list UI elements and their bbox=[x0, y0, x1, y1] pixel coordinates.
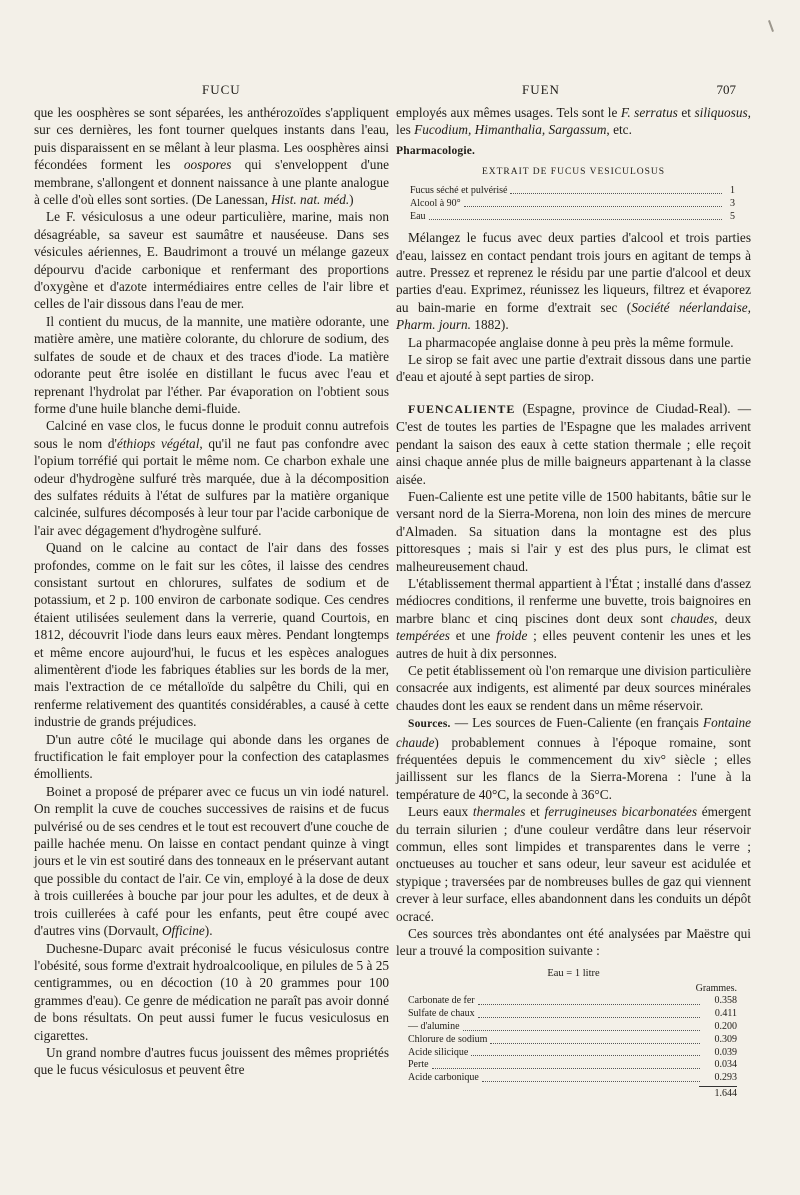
component-value: 0.293 bbox=[714, 1072, 737, 1084]
formula-row bbox=[396, 210, 751, 223]
right-column bbox=[396, 104, 751, 1101]
component-value: 0.200 bbox=[714, 1021, 737, 1033]
right-paragraph: L'établissement thermal appartient à l'État ; installé dans d'assez médiocres conditions, il renferme une buvette, trois baignoires en marbre blanc et cinq piscines dont deux sont chaudes, deux tempérées et une froide ; elles peuvent contenir les unes et les autres de huit à dix personnes. bbox=[396, 575, 751, 661]
entry-fuencaliente: FUENCALIENTE (Espagne, province de Ciudad-Real). — C'est de toutes les parties de l'Espagne que les malades arrivent pendant la saison des eaux à cette station thermale ; elle reçoit ainsi chaque année plus de mille baigneurs appartenant à la classe aisée. bbox=[396, 400, 751, 487]
analysis-row bbox=[396, 1059, 751, 1072]
analysis-total: 1.644 bbox=[396, 1086, 751, 1101]
right-paragraph: Ces sources très abondantes ont été analysées par Maëstre qui leur a trouvé la composition suivante : bbox=[396, 926, 751, 959]
leader-dots bbox=[463, 1021, 700, 1031]
left-paragraph: D'un autre côté le mucilage qui abonde dans les organes de fructification le fait employer pour la confection des cataplasmes émollients. bbox=[34, 731, 389, 782]
analysis-table bbox=[396, 968, 751, 1101]
right-paragraph: Le sirop se fait avec une partie d'extrait dissous dans une partie d'eau et ajouté à sept parties de sirop. bbox=[396, 352, 751, 385]
component-value: 0.309 bbox=[714, 1033, 737, 1045]
analysis-title: Eau = 1 litre bbox=[547, 967, 600, 979]
component-name: Acide carbonique bbox=[408, 1072, 479, 1084]
analysis-row bbox=[396, 1008, 751, 1021]
left-paragraph: Un grand nombre d'autres fucus jouissent des mêmes propriétés que le fucus vésiculosus et peuvent être bbox=[34, 1044, 389, 1078]
component-value: 0.411 bbox=[714, 1008, 737, 1020]
left-paragraph: que les oosphères se sont séparées, les anthérozoïdes s'appliquent sur ces dernières, les font tourner quelques instants dans l'eau, puis disparaissent en se mêlant à leur plasma. Les oosphères ainsi fécondées forment les oospores qui s'enveloppent d'une membrane, s'allongent et donnent naissance à une plante analogue à celle d'où elles sont sorties. (De Lanessan, Hist. nat. méd.) bbox=[34, 105, 389, 208]
analysis-row bbox=[396, 1021, 751, 1034]
leader-dots bbox=[490, 1034, 700, 1044]
leader-dots bbox=[478, 995, 700, 1005]
left-paragraph: Il contient du mucus, de la mannite, une matière odorante, une matière amère, une matière colorante, du chlorure de sodium, des sulfates de soude et de chaux et des traces d'iode. La matière odorante peut être isolée en distillant le fucus avec l'eau et reprenant l'hydrolat par l'éther. Par évaporation on l'obtient sous forme d'une huile blanche demi-fluide. bbox=[34, 313, 389, 416]
right-intro-paragraph: employés aux mêmes usages. Tels sont le F. serratus et siliquosus, les Fucodium, Himanthalia, Sargassum, etc. bbox=[396, 105, 751, 138]
formula-box bbox=[396, 166, 751, 223]
formula-row bbox=[396, 184, 751, 197]
left-paragraph: Duchesne-Duparc avait préconisé le fucus vésiculosus contre l'obésité, sous forme d'extrait hydroalcoolique, en pilules de 5 à 25 centigrammes, ou en décoction (10 à 20 grammes pour 100 grammes d'eau). Ce genre de médication ne paraît pas avoir donné de bons résultats. On peut aussi fumer le fucus vesiculosus en cigarettes. bbox=[34, 940, 389, 1043]
left-paragraph: Le F. vésiculosus a une odeur particulière, marine, mais non désagréable, sa saveur est saumâtre et nauséeuse. Dans ses vésicules aériennes, E. Baudrimont a trouvé un mélange gazeux dépourvu d'acide carbonique et renfermant des proportions d'oxygène et d'azote intermédiaires entre celles de l'air libre et celles de l'air dissous dans l'eau de mer. bbox=[34, 209, 389, 312]
leader-dots bbox=[464, 197, 722, 207]
analysis-row bbox=[396, 1034, 751, 1047]
leader-dots bbox=[432, 1059, 700, 1069]
right-paragraph: Mélangez le fucus avec deux parties d'alcool et trois parties d'eau, laissez en contact pendant trois jours en agitant de temps à autre. Pressez et reprenez le résidu par une partie d'alcool et deux parties d'eau. Exprimez, réunissez les liqueurs, filtrez et évaporez au bain-marie en forme d'extrait sec (Société néerlandaise, Pharm. journ. 1882). bbox=[396, 230, 751, 333]
right-paragraph: Leurs eaux thermales et ferrugineuses bicarbonatées émergent du terrain silurien ; d'une couleur verdâtre dans leur réservoir commun, elles sont limpides et transparentes dans le verre ; onctueuses au toucher et sans odeur, leur saveur est acidulée et stypique ; traversées par de nombreuses bulles de gaz qui viennent crever à leur surface, elles abandonnent dans les conduits un dépôt ocracé. bbox=[396, 804, 752, 924]
ingredient-name: Fucus séché et pulvérisé bbox=[410, 185, 508, 197]
left-column bbox=[34, 104, 389, 1079]
leader-dots bbox=[510, 184, 722, 194]
leader-dots bbox=[471, 1047, 700, 1057]
left-paragraph: Boinet a proposé de préparer avec ce fucus un vin iodé naturel. On remplit la cuve de couches successives de raisins et de fucus pulvérisé ou de ses cendres et le tout est recouvert d'une couche de paille hachée menu. On laisse en contact pendant quinze à vingt jours et le vin est soutiré dans des tonneaux en le préservant autant que possible du contact de l'air. Ce vin, employé à la dose de deux à trois cuillerées à bouche par jour pour les adultes, et de deux à trois cuillerées à café pour les enfants, peut être coupé avec d'autres vins (Dorvault, Officine). bbox=[34, 783, 389, 939]
component-value: 0.034 bbox=[714, 1059, 737, 1071]
analysis-unit: Grammes. bbox=[695, 982, 737, 994]
formula-title: EXTRAIT DE FUCUS VESICULOSUS bbox=[481, 167, 666, 178]
right-paragraph: Fuen-Caliente est une petite ville de 1500 habitants, bâtie sur le versant nord de la Sierra-Morena, non loin des mines de mercure d'Almaden. Sa situation dans la montagne est des plus pittoresques ; mais si l'air y est des plus purs, le climat est malheureusement chaud. bbox=[396, 488, 751, 574]
running-head bbox=[34, 82, 774, 102]
running-head-left: FUCU bbox=[202, 82, 241, 97]
component-value: 0.358 bbox=[714, 995, 737, 1007]
ingredient-quantity: 5 bbox=[730, 211, 735, 223]
page-number: 707 bbox=[716, 82, 736, 97]
paper-mark bbox=[768, 20, 774, 32]
component-value: 0.039 bbox=[714, 1046, 737, 1058]
formula-row bbox=[396, 197, 751, 210]
ingredient-name: Alcool à 90° bbox=[410, 198, 461, 210]
component-name: Acide silicique bbox=[408, 1046, 469, 1058]
component-name: Sulfate de chaux bbox=[408, 1008, 475, 1020]
left-paragraph: Quand on le calcine au contact de l'air dans des fosses profondes, comme on le fait sur les côtes, il laisse des cendres consistant surtout en chlorures, sulfates de sodium et de potassium, et 2 p. 100 environ de carbonate sodique. Ces cendres étaient utilisées seulement dans la verrerie, quand Courtois, en 1812, découvrit l'iode dans leurs eaux mères. Pendant longtemps et même encore aujourd'hui, le fucus et les espèces analogues alimentèrent d'iode les fabriques établies sur les bords de la mer, mais l'extraction de ce métalloïde du salpêtre du Chili, qui en renferme relativement des quantités considérables, a causé à cette industrie de grands préjudices. bbox=[34, 540, 389, 730]
leader-dots bbox=[478, 1008, 700, 1018]
sources-paragraph: Sources. — Les sources de Fuen-Caliente (en français Fontaine chaude) probablement connues à l'époque romaine, sont fréquentées depuis le commencement du xiv° siècle ; elles jaillissent sur les flancs de la Sierra-Morena : l'une à la température de 40°C, la seconde à 36°C. bbox=[396, 715, 751, 802]
component-name: — d'alumine bbox=[408, 1021, 460, 1033]
right-paragraph: La pharmacopée anglaise donne à peu près la même formule. bbox=[408, 334, 734, 350]
left-paragraph: Calciné en vase clos, le fucus donne le produit connu autrefois sous le nom d'éthiops végétal, qu'il ne faut pas confondre avec l'opium torréfié qui portait le même nom. Ce charbon exhale une odeur d'hydrogène sulfuré très marquée, due à la décomposition des sulfates réduits à l'état de sulfures par la matière organique calcinée, sulfures décomposés à leur tour par l'acide carbonique de l'air avec dégagement d'hydrogène sulfuré. bbox=[34, 418, 389, 538]
ingredient-quantity: 1 bbox=[730, 185, 735, 197]
analysis-row bbox=[396, 1072, 751, 1085]
leader-dots bbox=[482, 1072, 700, 1082]
component-name: Carbonate de fer bbox=[408, 995, 475, 1007]
analysis-row bbox=[396, 995, 751, 1008]
pharmacology-heading: Pharmacologie. bbox=[396, 144, 476, 157]
leader-dots bbox=[429, 210, 722, 220]
right-paragraph: Ce petit établissement où l'on remarque une division particulière consacrée aux indigents, est alimenté par deux sources minérales chaudes dont les eaux se rendent dans un même réservoir. bbox=[396, 662, 751, 713]
ingredient-quantity: 3 bbox=[730, 198, 735, 210]
entry-headword: FUENCALIENTE bbox=[408, 401, 516, 416]
component-name: Perte bbox=[408, 1059, 429, 1071]
running-head-center: FUEN bbox=[522, 82, 560, 97]
sources-label: Sources. bbox=[408, 718, 451, 731]
ingredient-name: Eau bbox=[410, 211, 426, 223]
component-name: Chlorure de sodium bbox=[408, 1033, 488, 1045]
analysis-row bbox=[396, 1047, 751, 1060]
